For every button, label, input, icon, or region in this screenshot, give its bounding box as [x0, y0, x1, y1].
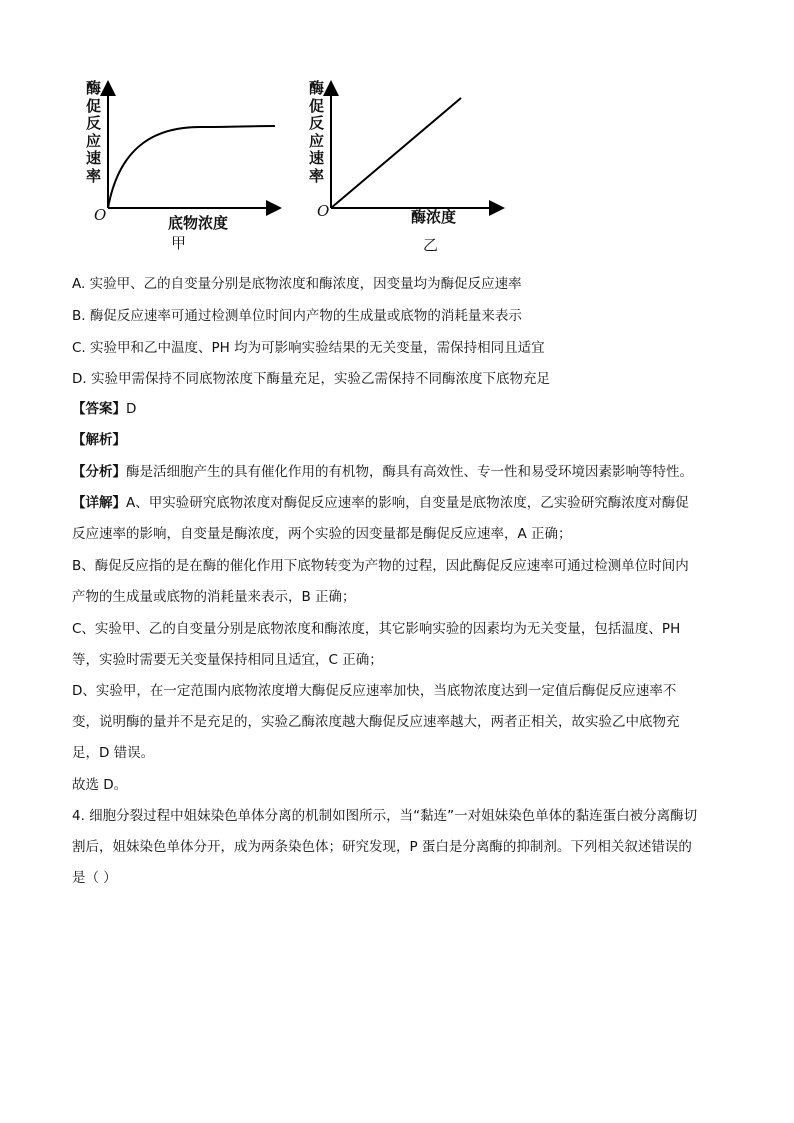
- analysis-d-2: 变，说明酶的量并不是充足的，实验乙酶浓度越大酶促反应速率越大，两者正相关，故实验乙中底物充: [72, 714, 680, 730]
- y-axis-label: 酶促反应速率: [86, 79, 102, 185]
- analysis-d-1: D、实验甲，在一定范围内底物浓度增大酶促反应速率加快，当底物浓度达到一定值后酶促反应速率不: [72, 683, 677, 699]
- question4-line2: 割后，姐妹染色单体分开，成为两条染色体；研究发现，P 蛋白是分离酶的抑制剂。下列相关叙述错误的: [72, 839, 692, 855]
- y-axis-label: 酶促反应速率: [309, 79, 325, 185]
- fenxi-label: 【分析】: [72, 464, 126, 480]
- analysis-conclusion: 故选 D。: [72, 777, 128, 793]
- question4-line3: 是（ ）: [72, 870, 117, 886]
- analysis-xiangjie-1: [72, 493, 732, 513]
- analysis-fenxi: [72, 462, 732, 482]
- origin-label: O: [317, 202, 330, 220]
- analysis-c-1: C、实验甲、乙的自变量分别是底物浓度和酶浓度，其它影响实验的因素均为无关变量，包括温度、PH: [72, 621, 681, 637]
- x-axis-label: 底物浓度: [168, 214, 229, 232]
- chart-enzyme-concentration: [303, 72, 513, 257]
- analysis-b-1: B、酶促反应指的是在酶的催化作用下底物转变为产物的过程，因此酶促反应速率可通过检测单位时间内: [72, 558, 689, 574]
- chart-substrate-concentration: [80, 72, 290, 257]
- chart-caption: 甲: [171, 234, 187, 252]
- analysis-c-2: 等，实验时需要无关变量保持相同且适宜，C 正确；: [72, 652, 383, 668]
- x-axis-label: 酶浓度: [411, 208, 457, 226]
- chart-caption: 乙: [423, 236, 439, 254]
- chart-b-svg: [303, 72, 513, 257]
- option-a: A. 实验甲、乙的自变量分别是底物浓度和酶浓度，因变量均为酶促反应速率: [72, 276, 522, 292]
- option-d: D. 实验甲需保持不同底物浓度下酶量充足，实验乙需保持不同酶浓度下底物充足: [72, 371, 550, 387]
- linear-line: [331, 98, 461, 208]
- origin-label: O: [94, 206, 107, 224]
- analysis-b-2: 产物的生成量或底物的消耗量来表示，B 正确；: [72, 589, 356, 605]
- xiangjie-text-1: A、甲实验研究底物浓度对酶促反应速率的影响，自变量是底物浓度，乙实验研究酶浓度对酶促: [126, 495, 689, 511]
- option-b: B. 酶促反应速率可通过检测单位时间内产物的生成量或底物的消耗量来表示: [72, 308, 522, 324]
- answer-line: [72, 399, 732, 419]
- answer-label: 【答案】: [72, 401, 126, 417]
- option-c: C. 实验甲和乙中温度、PH 均为可影响实验结果的无关变量，需保持相同且适宜: [72, 340, 545, 356]
- xiangjie-label: 【详解】: [72, 495, 126, 511]
- analysis-d-3: 足，D 错误。: [72, 745, 155, 761]
- saturation-curve: [108, 126, 275, 208]
- fenxi-text: 酶是活细胞产生的具有催化作用的有机物，酶具有高效性、专一性和易受环境因素影响等特性。: [126, 464, 693, 480]
- question4-line1: 4. 细胞分裂过程中姐妹染色单体分离的机制如图所示，当“黏连”一对姐妹染色单体的黏连蛋白被分离酶切: [72, 808, 698, 824]
- analysis-xiangjie-2: 反应速率的影响，自变量是酶浓度，两个实验的因变量都是酶促反应速率，A 正确；: [72, 526, 572, 542]
- answer-value: D: [126, 401, 137, 417]
- analysis-heading: 【解析】: [72, 432, 126, 448]
